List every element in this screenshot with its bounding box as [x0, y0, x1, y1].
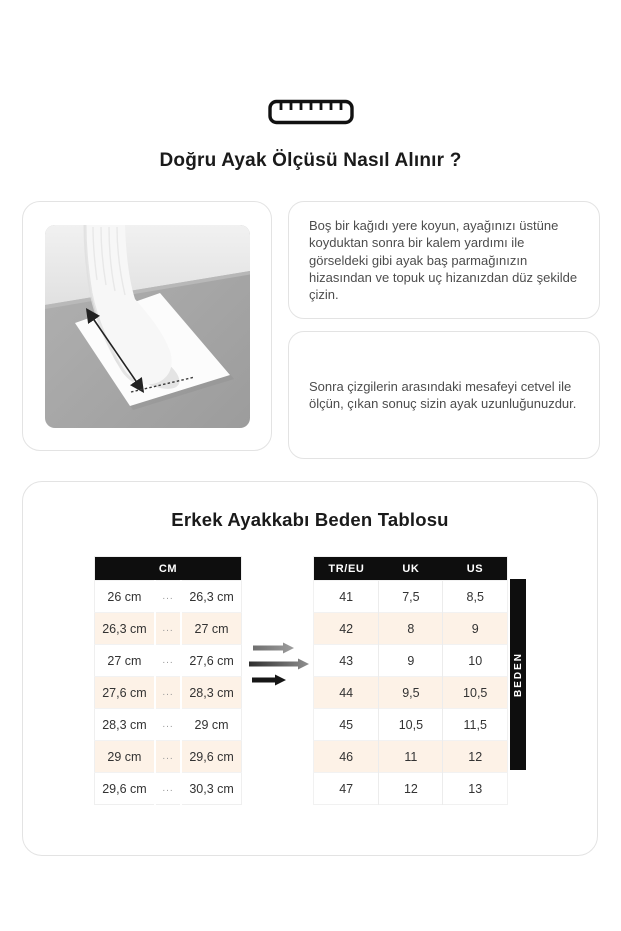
size-table-row: [314, 741, 508, 773]
uk-cell: 9: [379, 645, 443, 677]
page-title: Doğru Ayak Ölçüsü Nasıl Alınır ?: [159, 150, 462, 171]
cm-to-cell: 29,6 cm: [181, 741, 241, 773]
instruction-cards: [288, 201, 600, 459]
cm-to-cell: 27,6 cm: [181, 645, 241, 677]
treu-cell: 41: [314, 581, 379, 613]
size-table-row: [314, 581, 508, 613]
cm-table-row: [95, 613, 242, 645]
cm-to-cell: 27 cm: [181, 613, 241, 645]
us-cell: 12: [443, 741, 508, 773]
size-table-row: [314, 645, 508, 677]
cm-to-cell: 28,3 cm: [181, 677, 241, 709]
conversion-table-wrap: [313, 556, 526, 805]
cm-table-row: [95, 677, 242, 709]
size-tables: [23, 556, 597, 805]
beden-label-text: BEDEN: [512, 652, 524, 698]
cm-table: [94, 556, 242, 805]
cm-to-cell: 30,3 cm: [181, 773, 241, 805]
size-table-header-uk: UK: [379, 557, 443, 581]
beden-vertical-label: [510, 579, 526, 770]
us-cell: 11,5: [443, 709, 508, 741]
range-dots: ...: [155, 645, 181, 677]
cm-from-cell: 29 cm: [95, 741, 155, 773]
size-table-header-treu: TR/EU: [314, 557, 379, 581]
us-cell: 8,5: [443, 581, 508, 613]
cm-from-cell: 27,6 cm: [95, 677, 155, 709]
treu-cell: 42: [314, 613, 379, 645]
size-table-row: [314, 613, 508, 645]
us-cell: 10: [443, 645, 508, 677]
range-dots: ...: [155, 709, 181, 741]
cm-from-cell: 27 cm: [95, 645, 155, 677]
size-table-row: [314, 709, 508, 741]
cm-table-row: [95, 645, 242, 677]
us-cell: 13: [443, 773, 508, 805]
size-table-header-us: US: [443, 557, 508, 581]
size-conversion-table: [313, 556, 508, 805]
size-table-card: [22, 481, 598, 856]
cm-to-cell: 26,3 cm: [181, 581, 241, 613]
ruler-icon: [0, 0, 621, 125]
range-dots: ...: [155, 741, 181, 773]
range-dots: ...: [155, 613, 181, 645]
instruction-step-2: [288, 331, 600, 459]
cm-table-row: [95, 581, 242, 613]
foot-photo-card: [22, 201, 272, 451]
cm-to-cell: 29 cm: [181, 709, 241, 741]
range-dots: ...: [155, 581, 181, 613]
uk-cell: 10,5: [379, 709, 443, 741]
us-cell: 9: [443, 613, 508, 645]
cm-table-body: [95, 581, 242, 805]
cm-from-cell: 29,6 cm: [95, 773, 155, 805]
treu-cell: 43: [314, 645, 379, 677]
size-table-heading: Erkek Ayakkabı Beden Tablosu: [171, 509, 449, 531]
treu-cell: 47: [314, 773, 379, 805]
uk-cell: 11: [379, 741, 443, 773]
size-table-header-row: [314, 557, 508, 581]
size-table-row: [314, 773, 508, 805]
cm-table-row: [95, 773, 242, 805]
uk-cell: 12: [379, 773, 443, 805]
range-dots: ...: [155, 773, 181, 805]
cm-table-row: [95, 709, 242, 741]
cm-table-row: [95, 741, 242, 773]
foot-measurement-photo: [45, 225, 250, 428]
range-dots: ...: [155, 677, 181, 709]
uk-cell: 9,5: [379, 677, 443, 709]
cm-from-cell: 26 cm: [95, 581, 155, 613]
treu-cell: 45: [314, 709, 379, 741]
size-table-body: [314, 581, 508, 805]
treu-cell: 44: [314, 677, 379, 709]
transfer-arrows-icon: [247, 640, 309, 695]
size-table-row: [314, 677, 508, 709]
cm-table-header: CM: [95, 557, 242, 581]
cm-from-cell: 28,3 cm: [95, 709, 155, 741]
uk-cell: 7,5: [379, 581, 443, 613]
instruction-step-2-text: Sonra çizgilerin arasındaki mesafeyi cetvel ile ölçün, çıkan sonuç sizin ayak uzunluğunuzdur.: [309, 379, 577, 412]
cm-from-cell: 26,3 cm: [95, 613, 155, 645]
measuring-guide-section: [22, 201, 600, 459]
uk-cell: 8: [379, 613, 443, 645]
treu-cell: 46: [314, 741, 379, 773]
us-cell: 10,5: [443, 677, 508, 709]
cm-table-header-row: [95, 557, 242, 581]
instruction-step-1: Boş bir kağıdı yere koyun, ayağınızı üstüne koyduktan sonra bir kalem yardımı ile görseldeki gibi ayak baş parmağınızın hizasından ve topuk uç hizanızdan düz şekilde çizin.: [288, 201, 600, 319]
